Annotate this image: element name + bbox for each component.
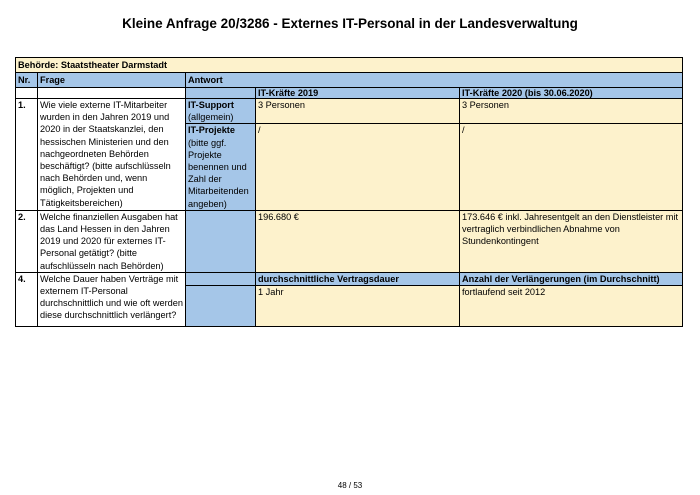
category-subheader-empty <box>186 88 256 99</box>
nr-subheader-empty <box>16 88 38 99</box>
category-empty <box>186 210 256 272</box>
category-label: IT-Support <box>188 100 234 110</box>
antwort-column-header: Antwort <box>186 73 683 88</box>
value-2020: 3 Personen <box>460 99 683 124</box>
page-title: Kleine Anfrage 20/3286 - Externes IT-Personal in der Landesverwaltung <box>122 16 578 31</box>
frage-column-header: Frage <box>38 73 186 88</box>
extensions-header: Anzahl der Verlängerungen (im Durchschnitt) <box>460 272 683 285</box>
nr-column-header: Nr. <box>16 73 38 88</box>
value-2019: / <box>256 124 460 210</box>
category-it-projekte <box>186 124 256 210</box>
category-empty <box>186 286 256 327</box>
table-row <box>16 272 683 285</box>
page-number: 48 / 53 <box>337 481 363 490</box>
it-2020-header: IT-Kräfte 2020 (bis 30.06.2020) <box>460 88 683 99</box>
category-empty <box>186 272 256 285</box>
question-text: Welche finanziellen Ausgaben hat das Land Hessen in den Jahren 2019 und 2020 für externes IT-Personal getätigt? (bitte aufschlüsseln nach Behörden) <box>38 210 186 272</box>
question-text: Wie viele externe IT-Mitarbeiter wurden in den Jahren 2019 und 2020 in der Staatskanzlei, den hessischen Ministerien und den nachgeordneten Behörden beschäftigt? (bitte aufschlüsseln nach Behörden und, wenn möglich, Projekten und Tätigkeitsbereichen) <box>38 99 186 211</box>
row-number: 4. <box>16 272 38 326</box>
category-label: IT-Projekte <box>188 125 235 136</box>
duration-value: 1 Jahr <box>256 286 460 327</box>
it-2019-header: IT-Kräfte 2019 <box>256 88 460 99</box>
question-text: Welche Dauer haben Verträge mit externem IT-Personal durchschnittlich und wie oft werden diese durchschnittlich verlängert? <box>38 272 186 326</box>
authority-header: Behörde: Staatstheater Darmstadt <box>16 58 683 73</box>
table-row <box>16 210 683 272</box>
value-2019: 3 Personen <box>256 99 460 124</box>
frage-subheader-empty <box>38 88 186 99</box>
category-note: (allgemein) <box>188 112 234 123</box>
table-row <box>16 99 683 124</box>
value-2019: 196.680 € <box>256 210 460 272</box>
row-number: 2. <box>16 210 38 272</box>
value-2020: / <box>460 124 683 210</box>
duration-header: durchschnittliche Vertragsdauer <box>256 272 460 285</box>
answer-table <box>15 57 683 327</box>
extensions-value: fortlaufend seit 2012 <box>460 286 683 327</box>
value-2020: 173.646 € inkl. Jahresentgelt an den Dienstleister mit vertraglich verbindlichen Abnahme von Stundenkontingent <box>460 210 683 272</box>
category-note: (bitte ggf. Projekte benennen und Zahl der Mitarbeitenden angeben) <box>188 137 249 209</box>
category-it-support <box>186 99 256 124</box>
row-number: 1. <box>16 99 38 211</box>
